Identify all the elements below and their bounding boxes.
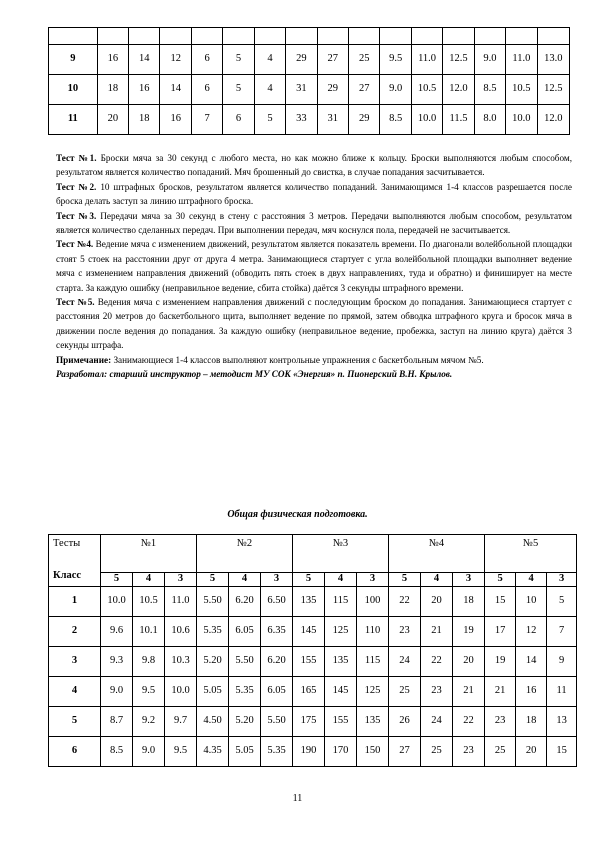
table-cell: 18 — [97, 75, 128, 105]
table-cell: 9.8 — [133, 647, 165, 677]
table-cell: 18 — [516, 707, 547, 737]
section-title: Общая физическая подготовка. — [227, 509, 368, 520]
table-cell: 9.0 — [101, 677, 133, 707]
table-cell: 29 — [317, 75, 348, 105]
table-cell: 27 — [317, 45, 348, 75]
class-number-cell: 5 — [49, 707, 101, 737]
grade-header-cell: 5 — [101, 573, 133, 587]
test-2-label: Тест №2. — [56, 181, 97, 192]
grade-header-cell: 5 — [293, 573, 325, 587]
table-cell: 6.05 — [229, 617, 261, 647]
table-cell: 25 — [389, 677, 421, 707]
physical-training-norms-table — [48, 534, 577, 767]
table-cell: 25 — [485, 737, 516, 767]
test-1-paragraph — [56, 151, 572, 180]
table-cell: 14 — [516, 647, 547, 677]
table-cell: 5.20 — [197, 647, 229, 677]
table-cell: 135 — [325, 647, 357, 677]
table-cell: 5.35 — [261, 737, 293, 767]
top-table-stub-cell — [49, 28, 98, 45]
table-cell: 8.5 — [101, 737, 133, 767]
table-cell: 10.3 — [165, 647, 197, 677]
table-row — [49, 737, 577, 767]
class-number-cell: 2 — [49, 617, 101, 647]
table-cell: 10.0 — [506, 105, 537, 135]
test-3-paragraph — [56, 209, 572, 238]
table-cell: 21 — [421, 617, 453, 647]
table-cell: 4 — [254, 45, 285, 75]
table-cell: 5.50 — [197, 587, 229, 617]
table-cell: 26 — [389, 707, 421, 737]
table-cell: 9 — [547, 647, 577, 677]
table-cell: 5 — [223, 75, 254, 105]
table-cell: 110 — [357, 617, 389, 647]
table-cell: 22 — [421, 647, 453, 677]
table-cell: 18 — [453, 587, 485, 617]
table-cell: 5.35 — [197, 617, 229, 647]
table-cell: 155 — [325, 707, 357, 737]
table-cell: 12 — [516, 617, 547, 647]
table-cell: 6.50 — [261, 587, 293, 617]
test-4-text: Ведение мяча с изменением движений, результатом является показатель времени. По диагонали волейбольной площадки стоят 5 стоек на расстоянии друг от друга 4 метра. Занимающиеся стартует с угла волейбольной площадки выполняет ведение мяча с изменением направления движений (обводить пять стоек в двух направлениях, туда и обратно) и финиширует на месте старта. За каждую ошибку (неправильное ведение, сбита стойка) даётся 3 секунды штрафного времени. — [56, 239, 572, 293]
table-cell: 6 — [191, 45, 222, 75]
table-cell: 15 — [547, 737, 577, 767]
table-cell: 27 — [389, 737, 421, 767]
table-cell: 11.0 — [165, 587, 197, 617]
table-cell: 4 — [254, 75, 285, 105]
test-3-text: Передачи мяча за 30 секунд в стену с расстояния 3 метров. Передачи выполняются любым способом, результатом является количество сделанных передач. При выполнении передач, мяч коснулся пола, передачей не засчитывается. — [56, 210, 572, 236]
table-cell: 5.50 — [229, 647, 261, 677]
table-cell: 9.5 — [133, 677, 165, 707]
test-2-text: 10 штрафных бросков, результатом является количество попаданий. Занимающимся 1-4 классов разрешается после броска делать заступ за линию штрафного броска. — [56, 181, 572, 207]
table-cell: 115 — [357, 647, 389, 677]
table-cell: 5.50 — [261, 707, 293, 737]
test-1-label: Тест №1. — [56, 153, 97, 163]
table-cell: 10.5 — [133, 587, 165, 617]
top-table-stub-cell — [349, 28, 380, 45]
table-cell: 14 — [129, 45, 160, 75]
table-cell: 9.0 — [380, 75, 411, 105]
page-number: 11 — [292, 793, 303, 804]
test-header-cell: №5 — [485, 535, 577, 573]
top-table-stub-cell — [223, 28, 254, 45]
grade-header-cell: 4 — [516, 573, 547, 587]
table-cell: 19 — [485, 647, 516, 677]
table-cell: 11 — [547, 677, 577, 707]
table-cell: 17 — [485, 617, 516, 647]
table-cell: 23 — [453, 737, 485, 767]
table-row — [49, 707, 577, 737]
grade-header-cell: 4 — [421, 573, 453, 587]
table-cell: 19 — [453, 617, 485, 647]
grade-header-cell: 4 — [229, 573, 261, 587]
table-cell: 5 — [547, 587, 577, 617]
table-cell: 135 — [293, 587, 325, 617]
grade-header-cell: 5 — [197, 573, 229, 587]
table-cell: 165 — [293, 677, 325, 707]
table-cell: 13.0 — [537, 45, 569, 75]
table-cell: 145 — [293, 617, 325, 647]
test-5-label: Тест №5. — [56, 297, 95, 308]
table-cell: 5.35 — [229, 677, 261, 707]
table-row — [49, 677, 577, 707]
top-table-stub-cell — [537, 28, 569, 45]
table-cell: 24 — [389, 647, 421, 677]
corner-tests-label: Тесты — [53, 538, 81, 549]
top-table-stub-cell — [317, 28, 348, 45]
test-descriptions — [56, 151, 572, 382]
table-cell: 9.0 — [133, 737, 165, 767]
table-cell: 9.5 — [380, 45, 411, 75]
table-cell: 10.0 — [411, 105, 442, 135]
table-cell: 6 — [191, 75, 222, 105]
test-header-cell: №2 — [197, 535, 293, 573]
table-cell: 31 — [286, 75, 317, 105]
note-paragraph — [56, 353, 572, 367]
grade-header-cell: 5 — [389, 573, 421, 587]
table-cell: 27 — [349, 75, 380, 105]
table-cell: 9.5 — [165, 737, 197, 767]
top-table-stub-cell — [443, 28, 474, 45]
table-cell: 13 — [547, 707, 577, 737]
table-cell: 23 — [421, 677, 453, 707]
table-cell: 8.5 — [380, 105, 411, 135]
table-cell: 115 — [325, 587, 357, 617]
top-table-stub-cell — [254, 28, 285, 45]
table-cell: 10.0 — [165, 677, 197, 707]
note-label: Примечание: — [56, 354, 112, 365]
table-cell: 9.2 — [133, 707, 165, 737]
class-number-cell: 6 — [49, 737, 101, 767]
table-cell: 150 — [357, 737, 389, 767]
table-cell: 11.0 — [506, 45, 537, 75]
author-credit: Разработал: старший инструктор – методист МУ СОК «Энергия» п. Пионерский В.Н. Крылов. — [56, 369, 453, 380]
grade-header-cell: 4 — [133, 573, 165, 587]
table-cell: 16 — [160, 105, 191, 135]
table-cell: 170 — [325, 737, 357, 767]
table-cell: 10 — [516, 587, 547, 617]
test-4-label: Тест №4. — [56, 239, 94, 250]
table-cell: 8.0 — [474, 105, 505, 135]
table-cell: 6.05 — [261, 677, 293, 707]
grade-header-cell: 3 — [547, 573, 577, 587]
table-cell: 4.35 — [197, 737, 229, 767]
table-cell: 12.0 — [443, 75, 474, 105]
class-number-cell: 11 — [49, 105, 98, 135]
table-cell: 7 — [547, 617, 577, 647]
table-cell: 16 — [516, 677, 547, 707]
corner-class-label: Класс — [53, 570, 82, 581]
table-cell: 18 — [129, 105, 160, 135]
table-cell: 16 — [129, 75, 160, 105]
table-row — [49, 617, 577, 647]
table-cell: 135 — [357, 707, 389, 737]
table-cell: 155 — [293, 647, 325, 677]
table-cell: 5.05 — [229, 737, 261, 767]
test-header-cell: №4 — [389, 535, 485, 573]
top-results-table — [48, 27, 570, 135]
top-table-stub-cell — [160, 28, 191, 45]
table-cell: 22 — [453, 707, 485, 737]
test-5-text: Ведения мяча с изменением направления движений с последующим броском до попадания. Занимающиеся стартует с расстояния 20 метров до баскетбольного щита, выполняет ведение по прямой, затем обводка штрафного круга и бросок мяча в движении после ведения до попадания. За каждую ошибку (неправильное ведение, пробежка, заступ на линию круга) даётся 3 секунды штрафа. — [56, 297, 572, 351]
table-cell: 10.1 — [133, 617, 165, 647]
table-cell: 20 — [453, 647, 485, 677]
table-cell: 12.0 — [537, 105, 569, 135]
table-cell: 12.5 — [537, 75, 569, 105]
table-cell: 6.35 — [261, 617, 293, 647]
corner-header-cell — [49, 535, 101, 587]
table-cell: 125 — [325, 617, 357, 647]
table-cell: 190 — [293, 737, 325, 767]
table-cell: 29 — [349, 105, 380, 135]
test-1-text: Броски мяча за 30 секунд с любого места, но как можно ближе к кольцу. Броски выполняются любым способом, результатом является количество попаданий. Мяч брошенный до свистка, в случае попадания засчитывается. — [56, 153, 572, 178]
table-cell: 23 — [389, 617, 421, 647]
test-header-cell: №3 — [293, 535, 389, 573]
table-cell: 33 — [286, 105, 317, 135]
top-table-stub-cell — [97, 28, 128, 45]
class-number-cell: 9 — [49, 45, 98, 75]
table-cell: 9.7 — [165, 707, 197, 737]
grade-header-cell: 3 — [453, 573, 485, 587]
top-table-stub-cell — [506, 28, 537, 45]
table-cell: 29 — [286, 45, 317, 75]
top-table-stub-cell — [191, 28, 222, 45]
table-cell: 25 — [349, 45, 380, 75]
table-cell: 11.5 — [443, 105, 474, 135]
table-cell: 16 — [97, 45, 128, 75]
table-row — [49, 647, 577, 677]
table-cell: 10.5 — [411, 75, 442, 105]
test-5-paragraph — [56, 295, 572, 353]
top-table-stub-cell — [411, 28, 442, 45]
table-cell: 100 — [357, 587, 389, 617]
table-cell: 4.50 — [197, 707, 229, 737]
table-cell: 5 — [254, 105, 285, 135]
table-row — [49, 105, 570, 135]
table-cell: 6 — [223, 105, 254, 135]
table-row — [49, 587, 577, 617]
class-number-cell: 10 — [49, 75, 98, 105]
table-cell: 21 — [453, 677, 485, 707]
test-header-cell: №1 — [101, 535, 197, 573]
table-cell: 20 — [421, 587, 453, 617]
table-cell: 23 — [485, 707, 516, 737]
table-cell: 6.20 — [261, 647, 293, 677]
table-cell: 20 — [97, 105, 128, 135]
test-3-label: Тест №3. — [56, 210, 97, 221]
table-cell: 9.6 — [101, 617, 133, 647]
table-cell: 10.6 — [165, 617, 197, 647]
table-cell: 8.5 — [474, 75, 505, 105]
grade-header-cell: 3 — [261, 573, 293, 587]
top-table-stub-cell — [129, 28, 160, 45]
table-cell: 5.20 — [229, 707, 261, 737]
top-table-stub-cell — [286, 28, 317, 45]
table-cell: 5 — [223, 45, 254, 75]
test-2-paragraph — [56, 180, 572, 209]
table-cell: 24 — [421, 707, 453, 737]
table-cell: 31 — [317, 105, 348, 135]
table-cell: 10.0 — [101, 587, 133, 617]
table-cell: 12 — [160, 45, 191, 75]
class-number-cell: 4 — [49, 677, 101, 707]
table-cell: 9.3 — [101, 647, 133, 677]
table-cell: 8.7 — [101, 707, 133, 737]
table-cell: 10.5 — [506, 75, 537, 105]
table-cell: 15 — [485, 587, 516, 617]
table-cell: 125 — [357, 677, 389, 707]
table-cell: 22 — [389, 587, 421, 617]
top-table-stub-cell — [474, 28, 505, 45]
class-number-cell: 3 — [49, 647, 101, 677]
table-cell: 25 — [421, 737, 453, 767]
note-text: Занимающиеся 1-4 классов выполняют контрольные упражнения с баскетбольным мячом №5. — [111, 354, 484, 365]
table-cell: 20 — [516, 737, 547, 767]
table-cell: 6.20 — [229, 587, 261, 617]
top-table-stub-cell — [380, 28, 411, 45]
table-cell: 7 — [191, 105, 222, 135]
grade-header-cell: 3 — [357, 573, 389, 587]
grade-header-cell: 3 — [165, 573, 197, 587]
table-cell: 21 — [485, 677, 516, 707]
class-number-cell: 1 — [49, 587, 101, 617]
grade-header-cell: 5 — [485, 573, 516, 587]
test-4-paragraph — [56, 237, 572, 295]
table-cell: 12.5 — [443, 45, 474, 75]
table-cell: 145 — [325, 677, 357, 707]
table-cell: 5.05 — [197, 677, 229, 707]
grade-header-cell: 4 — [325, 573, 357, 587]
table-cell: 14 — [160, 75, 191, 105]
table-cell: 9.0 — [474, 45, 505, 75]
table-row — [49, 75, 570, 105]
table-row — [49, 45, 570, 75]
table-cell: 175 — [293, 707, 325, 737]
table-cell: 11.0 — [411, 45, 442, 75]
